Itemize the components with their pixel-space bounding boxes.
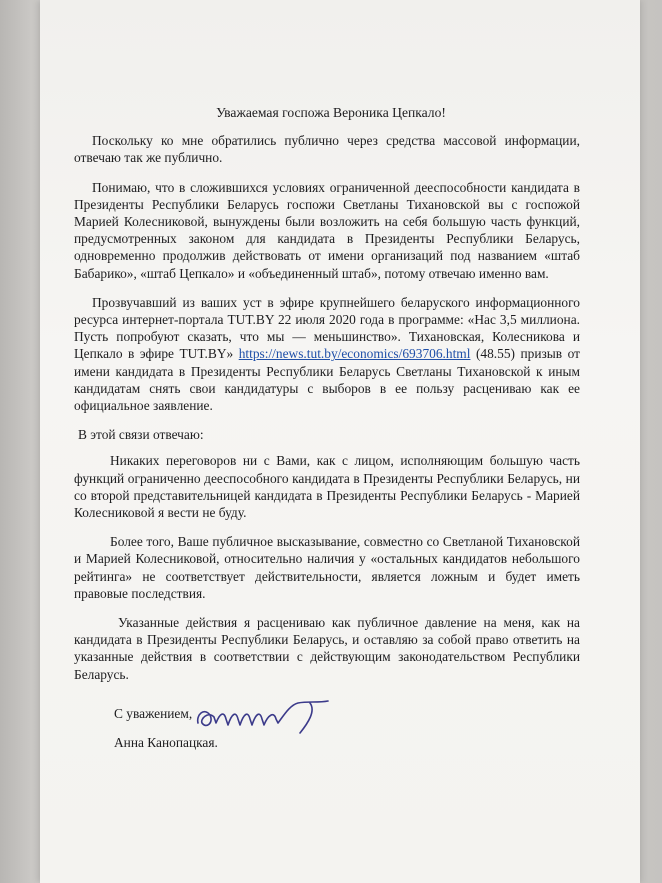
paragraph-3-text-before: Прозвучавший из ваших уст в эфире крупнейшего беларуского информационного ресурса интернет-портала TUT.BY 22 июля 2020 года в программе: «Нас 3,5 миллиона. Пусть попробуют сказать, что мы — меньшинство». Тихановская, Колесникова и Цепкало в эфире TUT.BY» [74,294,580,362]
author-name: Анна Канопацкая. [114,735,218,750]
paragraph-6: Более того, Ваше публичное высказывание, совместно со Светланой Тихановской и Марией Колесниковой, относительно наличия у «остальных кандидатов небольшого рейтинга» не соответствует действительности, является ложным и будет иметь правовые последствия. [74,534,580,601]
paragraph-3 [74,294,580,414]
paragraph-3-text-after: (48.55) призыв от имени кандидата в Президенты Республики Беларусь Светланы Тихановской к иным кандидатам снять свои кандидатуры с выборов в ее пользу расцениваю как ее официальное заявление. [74,346,580,414]
handwritten-signature [190,693,375,738]
letter-salutation: Уважаемая госпожа Вероника Цепкало! [216,105,446,120]
paragraph-2: Понимаю, что в сложившихся условиях ограниченной дееспособности кандидата в Президенты Республики Беларусь госпожи Светланы Тихановской вы с госпожой Марией Колесниковой, вынуждены были возложить на себя большую часть функций, предусмотренных законом для кандидата в Президенты Республики Беларусь, одновременно продолжив действовать от имени организаций под названием «штаб Бабарико», «штаб Цепкало» и «объединенный штаб», потому отвечаю именно вам. [74,179,580,281]
paragraph-1: Поскольку ко мне обратились публично через средства массовой информации, отвечаю так же публично. [74,133,580,166]
paragraph-5: Никаких переговоров ни с Вами, как с лицом, исполняющим большую часть функций ограниченно дееспособного кандидата в Президенты Республики Беларусь, ни со второй представительницей кандидата в Президенты Республики Беларусь - Марией Колесниковой я вести не буду. [74,453,580,521]
paragraph-7: Указанные действия я расцениваю как публичное давление на меня, как на кандидата в Президенты Республики Беларусь, и оставляю за собой право ответить на указанные действия в соответствии с действующим законодательством Республики Беларусь. [74,615,580,682]
paragraph-4: В этой связи отвечаю: [78,427,204,443]
tut-by-link[interactable]: https://news.tut.by/economics/693706.html [238,346,471,362]
closing-phrase: С уважением, [114,706,193,721]
letter-body [74,104,580,695]
